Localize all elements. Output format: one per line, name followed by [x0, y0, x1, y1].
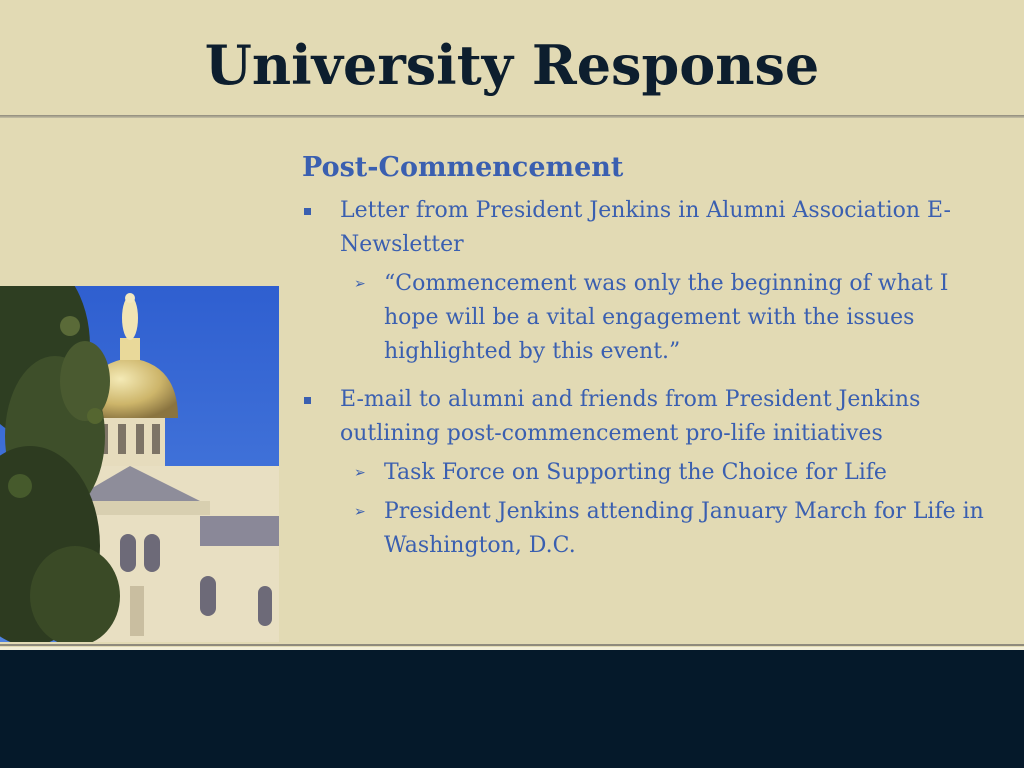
- bullet-item: [302, 194, 992, 262]
- footer-divider: [0, 644, 1024, 646]
- section-heading: Post-Commencement: [302, 152, 624, 183]
- bullet-text: E-mail to alumni and friends from President Jenkins outlining post-commencement pro-life initiatives: [340, 387, 921, 447]
- bullet-item: [302, 383, 992, 451]
- square-bullet-icon: [304, 208, 311, 215]
- subbullet-text: Task Force on Supporting the Choice for Life: [384, 460, 887, 486]
- square-bullet-icon: [304, 397, 311, 404]
- subbullet-item: [302, 267, 992, 369]
- title-divider: [0, 115, 1024, 118]
- arrow-bullet-icon: ➢: [354, 504, 366, 521]
- subbullet-item: [302, 456, 992, 490]
- footer-band: [0, 650, 1024, 768]
- arrow-bullet-icon: ➢: [354, 465, 366, 482]
- bullet-text: Letter from President Jenkins in Alumni Association E-Newsletter: [340, 198, 951, 258]
- slide-title: University Response: [204, 33, 820, 97]
- subbullet-item: [302, 495, 992, 563]
- golden-dome-building-photo: [0, 286, 279, 642]
- slide-body: [302, 152, 992, 563]
- arrow-bullet-icon: ➢: [354, 276, 366, 293]
- subbullet-text: “Commencement was only the beginning of what I hope will be a vital engagement with the issues highlighted by this event.”: [384, 271, 949, 365]
- subbullet-text: President Jenkins attending January March for Life in Washington, D.C.: [384, 499, 984, 559]
